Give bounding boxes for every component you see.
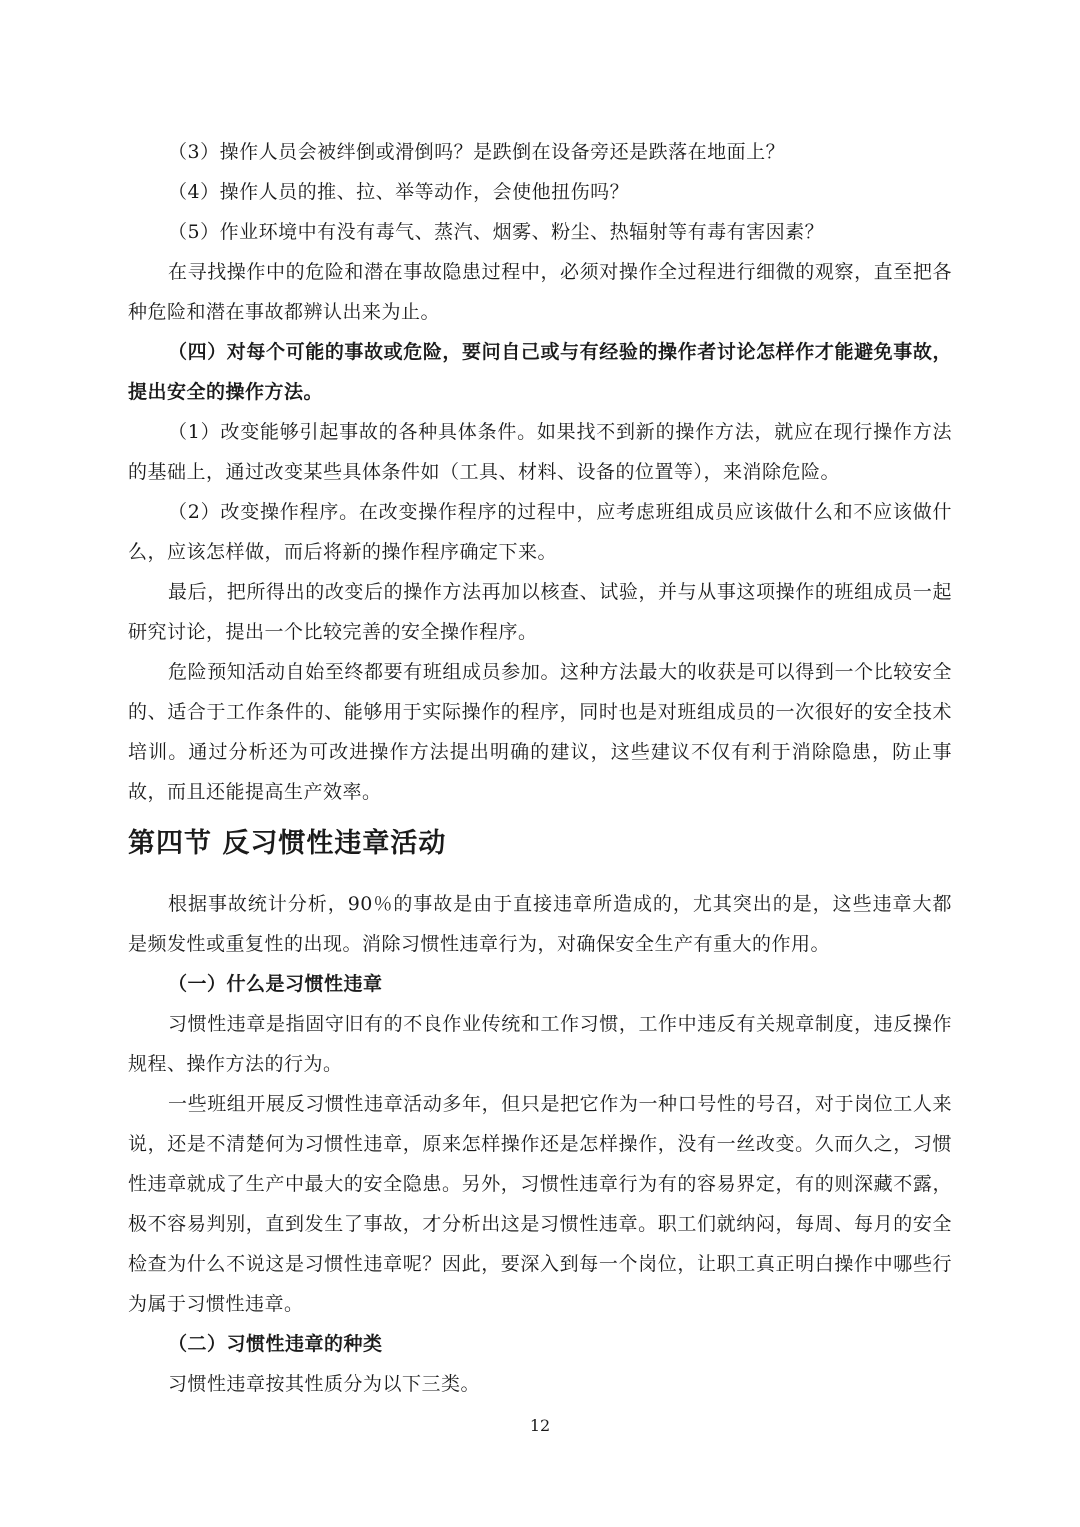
body-paragraph: 在寻找操作中的危险和潜在事故隐患过程中，必须对操作全过程进行细微的观察，直至把各种危险和潜在事故都辨认出来为止。 xyxy=(128,261,952,323)
body-paragraph: 一些班组开展反习惯性违章活动多年，但只是把它作为一种口号性的号召，对于岗位工人来说，还是不清楚何为习惯性违章，原来怎样操作还是怎样操作，没有一丝改变。久而久之，习惯性违章就成了生产中最大的安全隐患。另外，习惯性违章行为有的容易界定，有的则深藏不露，极不容易判别，直到发生了事故，才分析出这是习惯性违章。职工们就纳闷，每周、每月的安全检查为什么不说这是习惯性违章呢？因此，要深入到每一个岗位，让职工真正明白操作中哪些行为属于习惯性违章。 xyxy=(128,1093,952,1315)
paragraph-group-top xyxy=(128,132,952,812)
body-paragraph: （3）操作人员会被绊倒或滑倒吗？是跌倒在设备旁还是跌落在地面上？ xyxy=(168,141,786,163)
body-paragraph: 危险预知活动自始至终都要有班组成员参加。这种方法最大的收获是可以得到一个比较安全的、适合于工作条件的、能够用于实际操作的程序，同时也是对班组成员的一次很好的安全技术培训。通过分析还为可改进操作方法提出明确的建议，这些建议不仅有利于消除隐患，防止事故，而且还能提高生产效率。 xyxy=(128,661,952,803)
body-paragraph: （4）操作人员的推、拉、举等动作，会使他扭伤吗？ xyxy=(168,181,630,203)
body-paragraph: 习惯性违章是指固守旧有的不良作业传统和工作习惯，工作中违反有关规章制度，违反操作规程、操作方法的行为。 xyxy=(128,1013,952,1075)
subheading-paragraph: （二）习惯性违章的种类 xyxy=(168,1333,383,1355)
body-paragraph: （5）作业环境中有没有毒气、蒸汽、烟雾、粉尘、热辐射等有毒有害因素？ xyxy=(168,221,825,243)
page-number: 12 xyxy=(529,1416,551,1435)
subheading-paragraph: （四）对每个可能的事故或危险，要问自己或与有经验的操作者讨论怎样作才能避免事故，提出安全的操作方法。 xyxy=(128,341,952,403)
paragraph-group-bottom xyxy=(128,884,952,1404)
body-paragraph: 习惯性违章按其性质分为以下三类。 xyxy=(168,1373,481,1395)
body-paragraph: （2）改变操作程序。在改变操作程序的过程中，应考虑班组成员应该做什么和不应该做什么，应该怎样做，而后将新的操作程序确定下来。 xyxy=(128,501,952,563)
body-paragraph: （1）改变能够引起事故的各种具体条件。如果找不到新的操作方法，就应在现行操作方法的基础上，通过改变某些具体条件如（工具、材料、设备的位置等），来消除危险。 xyxy=(128,421,952,483)
body-paragraph: 根据事故统计分析，90％的事故是由于直接违章所造成的，尤其突出的是，这些违章大都是频发性或重复性的出现。消除习惯性违章行为，对确保安全生产有重大的作用。 xyxy=(128,893,952,955)
body-paragraph: 最后，把所得出的改变后的操作方法再加以核查、试验，并与从事这项操作的班组成员一起研究讨论，提出一个比较完善的安全操作程序。 xyxy=(128,581,952,643)
page-content xyxy=(128,132,952,1404)
subheading-paragraph: （一）什么是习惯性违章 xyxy=(168,973,383,995)
section-heading: 第四节 反习惯性违章活动 xyxy=(128,828,447,859)
